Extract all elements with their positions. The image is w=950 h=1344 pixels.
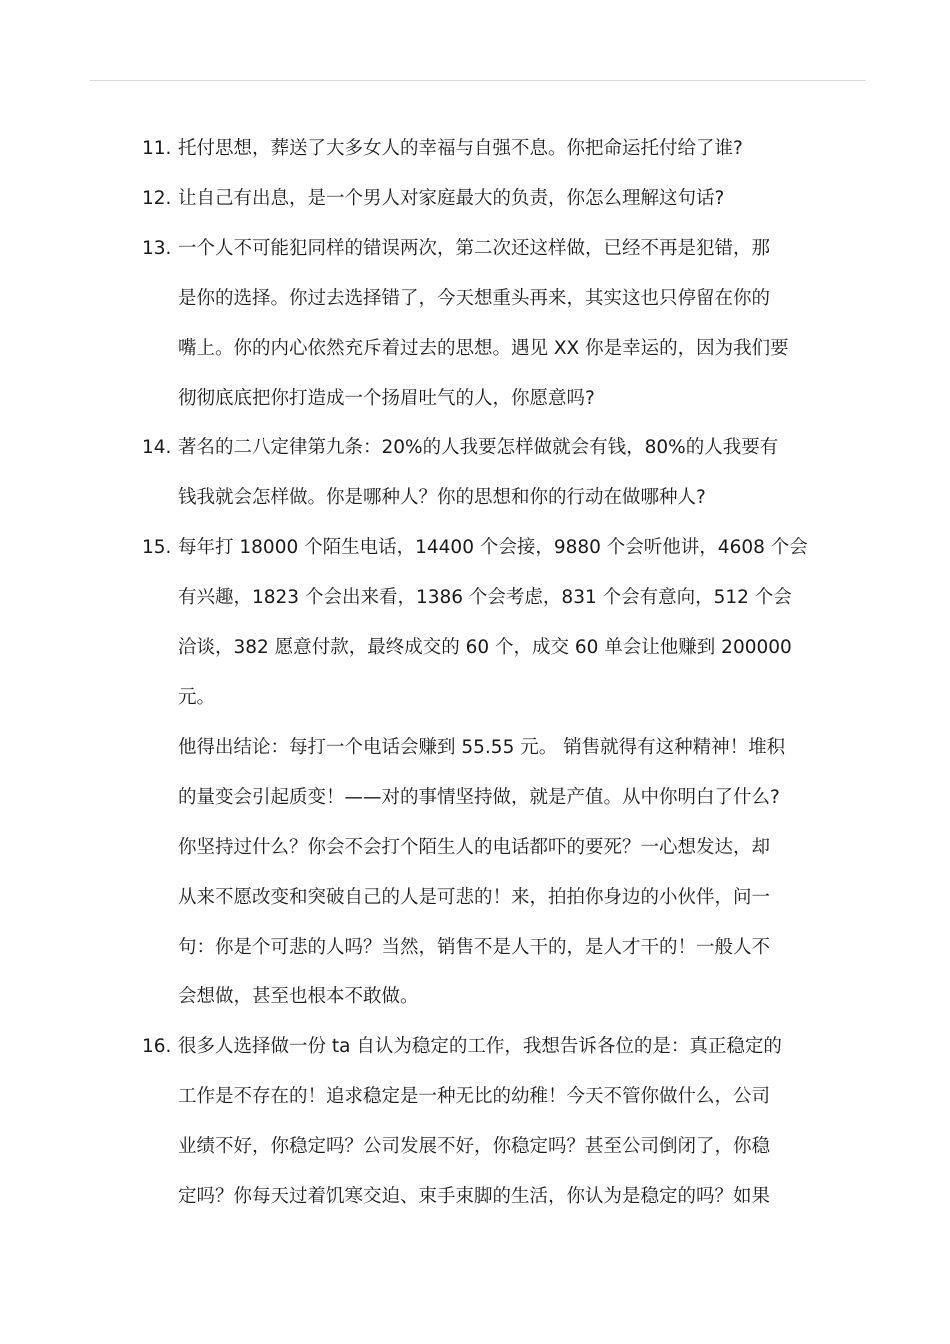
item-number: 14.: [142, 437, 172, 459]
item-text-line: 的量变会引起质变！——对的事情坚持做，就是产值。从中你明白了什么?: [178, 786, 780, 808]
item-number: 13.: [142, 237, 172, 259]
list-item-13: [142, 224, 842, 424]
item-text-line: 每年打 18000 个陌生电话，14400 个会接，9880 个会听他讲，4608 个会: [178, 537, 808, 559]
item-text-line: 元。: [178, 686, 216, 708]
item-text-line: 会想做，甚至也根本不敢做。: [178, 986, 419, 1008]
item-number: 15.: [142, 537, 172, 559]
item-text-line: 很多人选择做一份 ta 自认为稳定的工作，我想告诉各位的是：真正稳定的: [178, 1036, 782, 1058]
item-text-line: 定吗？你每天过着饥寒交迫、束手束脚的生活，你认为是稳定的吗？如果: [178, 1186, 771, 1208]
item-text-line: 一个人不可能犯同样的错误两次，第二次还这样做，已经不再是犯错，那: [178, 237, 771, 259]
item-text-line: 业绩不好，你稳定吗？公司发展不好，你稳定吗？甚至公司倒闭了，你稳: [178, 1136, 771, 1158]
list-item-16: [142, 1022, 842, 1222]
item-text-line: 他得出结论：每打一个电话会赚到 55.55 元。 销售就得有这种精神！堆积: [178, 736, 786, 758]
list-item-15: [142, 523, 842, 1022]
item-number: 16.: [142, 1036, 172, 1058]
item-text-line: 著名的二八定律第九条：20%的人我要怎样做就会有钱，80%的人我要有: [178, 437, 779, 459]
item-text-line: 有兴趣，1823 个会出来看，1386 个会考虑，831 个会有意向，512 个会: [178, 587, 792, 609]
item-text-line: 洽谈，382 愿意付款，最终成交的 60 个，成交 60 单会让他赚到 200000: [178, 637, 792, 659]
list-item-14: [142, 423, 842, 523]
item-text-line: 工作是不存在的！追求稳定是一种无比的幼稚！今天不管你做什么，公司: [178, 1086, 771, 1108]
item-text-line: 你坚持过什么？你会不会打个陌生人的电话都吓的要死？一心想发达，却: [178, 836, 771, 858]
item-text-line: 从来不愿改变和突破自己的人是可悲的！来，拍拍你身边的小伙伴，问一: [178, 886, 771, 908]
item-text-line: 彻彻底底把你打造成一个扬眉吐气的人，你愿意吗?: [178, 387, 595, 409]
item-text-line: 让自己有出息，是一个男人对家庭最大的负责，你怎么理解这句话?: [178, 187, 725, 209]
numbered-question-list: [142, 124, 842, 1222]
item-text-line: 是你的选择。你过去选择错了，今天想重头再来，其实这也只停留在你的: [178, 287, 771, 309]
item-text-line: 句：你是个可悲的人吗？当然，销售不是人干的，是人才干的！一般人不: [178, 936, 771, 958]
item-number: 12.: [142, 187, 172, 209]
item-number: 11.: [142, 138, 172, 159]
item-text-line: 托付思想，葬送了大多女人的幸福与自强不息。你把命运托付给了谁?: [178, 138, 743, 159]
header-divider: [90, 80, 866, 81]
list-item-11: [142, 124, 842, 174]
list-item-12: [142, 174, 842, 224]
item-text-line: 嘴上。你的内心依然充斥着过去的思想。遇见 XX 你是幸运的，因为我们要: [178, 337, 789, 359]
item-text-line: 钱我就会怎样做。你是哪种人？你的思想和你的行动在做哪种人?: [178, 487, 706, 509]
